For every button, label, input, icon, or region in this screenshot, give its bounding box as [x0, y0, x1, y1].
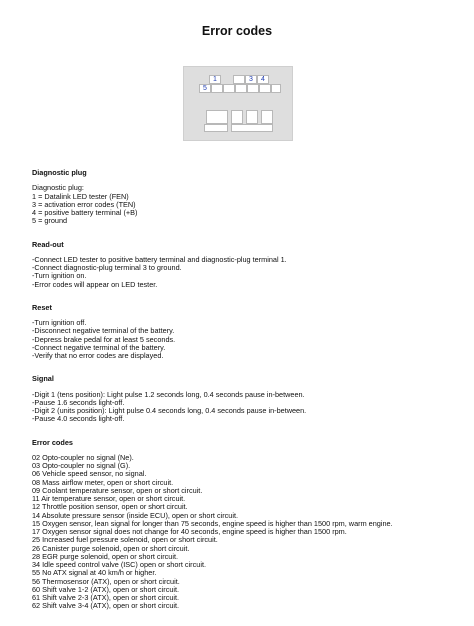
plug-pin-5: 5: [199, 84, 211, 93]
section-heading: Error codes: [32, 437, 73, 447]
plug-pin-1: 1: [209, 75, 221, 84]
document-body: [32, 169, 452, 626]
text-line: -Turn ignition on.: [32, 271, 87, 281]
plug-tab: [231, 110, 243, 124]
plug-pin-4: 4: [257, 75, 269, 84]
text-line: 26 Canister purge solenoid, open or short circuit.: [32, 543, 190, 553]
text-line: Diagnostic plug:: [32, 183, 84, 193]
text-line: 14 Absolute pressure sensor (inside ECU), open or short circuit.: [32, 510, 239, 520]
text-line: 08 Mass airflow meter, open or short circuit.: [32, 477, 174, 487]
plug-tab: [246, 110, 258, 124]
section-heading: Read-out: [32, 239, 64, 249]
text-line: 60 Shift valve 1-2 (ATX), open or short circuit.: [32, 584, 180, 594]
text-line: 3 = activation error codes (TEN): [32, 199, 136, 209]
text-line: 55 No ATX signal at 40 km/h or higher.: [32, 568, 157, 578]
text-line: -Turn ignition off.: [32, 318, 87, 327]
text-line: -Verify that no error codes are displayed.: [32, 351, 164, 360]
section-signal: [32, 375, 452, 423]
text-line: 11 Air temperature sensor, open or short circuit.: [32, 494, 186, 503]
text-line: -Digit 2 (units position): Light pulse 0.4 seconds long, 0.4 seconds pause in-between.: [32, 406, 307, 415]
section-diagnostic-plug: [32, 169, 452, 226]
text-line: -Disconnect negative terminal of the battery.: [32, 326, 175, 336]
text-line: 15 Oxygen sensor, lean signal for longer than 75 seconds, engine speed is higher than 1500 rpm, warm engine.: [32, 518, 393, 528]
section-heading: Diagnostic plug: [32, 168, 87, 177]
text-line: -Error codes will appear on LED tester.: [32, 279, 158, 289]
text-line: -Pause 1.6 seconds light-off.: [32, 397, 125, 407]
plug-pin-blank: [235, 84, 247, 93]
plug-tab: [204, 124, 228, 132]
text-line: 61 Shift valve 2-3 (ATX), open or short circuit.: [32, 593, 180, 602]
plug-pin-blank: [211, 84, 223, 93]
section-read-out: [32, 241, 452, 289]
text-line: 4 = positive battery terminal (+B): [32, 208, 138, 217]
plug-tab: [261, 110, 273, 124]
text-line: 17 Oxygen sensor signal does not change for 40 seconds, engine speed is higher than 1500 rpm.: [32, 527, 347, 536]
plug-tab: [206, 110, 228, 124]
text-line: 5 = ground: [32, 216, 68, 226]
text-line: -Connect diagnostic-plug terminal 3 to ground.: [32, 263, 182, 272]
text-line: 56 Thermosensor (ATX), open or short circuit.: [32, 576, 180, 586]
plug-pin-blank: [233, 75, 245, 84]
plug-pin-blank: [247, 84, 259, 93]
section-error-codes: [32, 439, 452, 611]
diagnostic-plug-diagram: [183, 66, 293, 141]
section-heading: Signal: [32, 374, 54, 384]
text-line: -Connect negative terminal of the battery.: [32, 342, 166, 352]
text-line: -Connect LED tester to positive battery terminal and diagnostic-plug terminal 1.: [32, 254, 287, 264]
text-line: 25 Increased fuel pressure solenoid, open or short circuit.: [32, 535, 218, 545]
text-line: -Digit 1 (tens position): Light pulse 1.2 seconds long, 0.4 seconds pause in-between.: [32, 389, 305, 399]
plug-pin-blank: [259, 84, 271, 93]
text-line: -Pause 4.0 seconds light-off.: [32, 414, 125, 424]
section-reset: [32, 304, 452, 361]
plug-pin-blank: [271, 84, 281, 93]
plug-pin-3: 3: [245, 75, 257, 84]
page-title: Error codes: [201, 24, 273, 38]
text-line: 12 Throttle position sensor, open or short circuit.: [32, 502, 188, 512]
text-line: 09 Coolant temperature sensor, open or short circuit.: [32, 485, 203, 495]
section-heading: Reset: [32, 302, 52, 312]
text-line: 62 Shift valve 3-4 (ATX), open or short circuit.: [32, 601, 180, 611]
text-line: 02 Opto-coupler no signal (Ne).: [32, 452, 134, 462]
text-line: -Depress brake pedal for at least 5 seconds.: [32, 334, 176, 344]
text-line: 03 Opto-coupler no signal (G).: [32, 461, 131, 470]
text-line: 34 Idle speed control valve (ISC) open or short circuit.: [32, 560, 206, 569]
plug-pin-blank: [223, 84, 235, 93]
text-line: 28 EGR purge solenoid, open or short circuit.: [32, 551, 179, 561]
text-line: 1 = Datalink LED tester (FEN): [32, 191, 129, 201]
plug-tab: [231, 124, 273, 132]
text-line: 06 Vehicle speed sensor, no signal.: [32, 469, 147, 479]
